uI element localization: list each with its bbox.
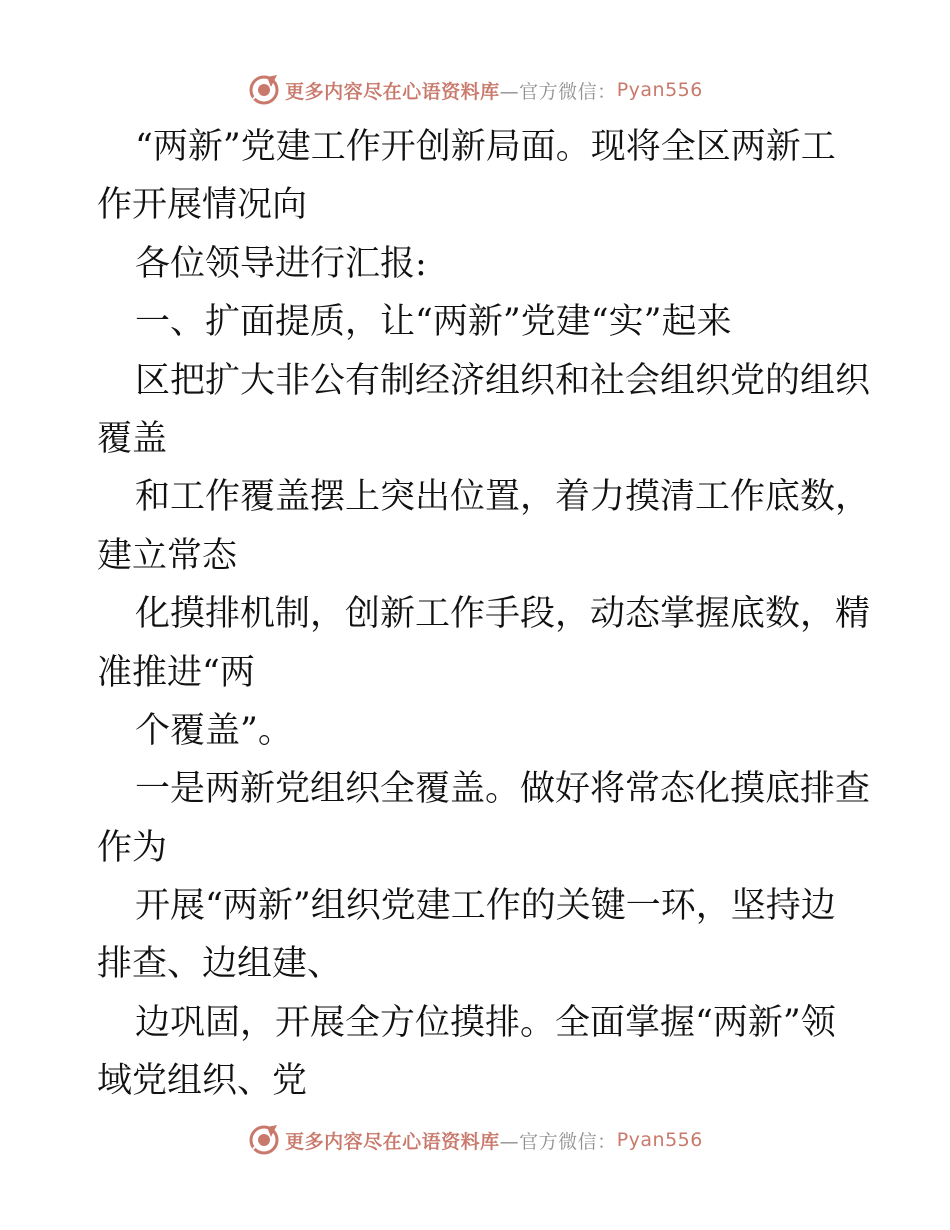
- text-line: 覆盖: [97, 418, 168, 459]
- text-line: 建立常态: [97, 535, 238, 576]
- watermark-main-text: 更多内容尽在心语资料库: [285, 1130, 500, 1153]
- text-line: 区把扩大非公有制经济组织和社会组织党的组织: [135, 360, 871, 401]
- text-line: 一是两新党组织全覆盖。做好将常态化摸底排查: [135, 769, 871, 810]
- text-line: 准推进“两: [97, 652, 255, 693]
- text-line: 作开展情况向: [97, 185, 308, 226]
- header-watermark: [0, 70, 950, 110]
- text-line: 个覆盖”。: [135, 710, 293, 751]
- watermark-separator-text: —官方微信：: [499, 1130, 617, 1153]
- section-heading: 一、扩面提质，让“两新”党建“实”起来: [135, 302, 732, 343]
- watermark-separator-text: —官方微信：: [499, 80, 617, 103]
- text-line: 边巩固，开展全方位摸排。全面掌握“两新”领: [135, 1002, 836, 1043]
- text-line: 域党组织、党: [97, 1061, 308, 1102]
- watermark-handle-text: Pyan556: [616, 79, 703, 101]
- text-line: 和工作覆盖摆上突出位置，着力摸清工作底数，: [135, 477, 871, 518]
- text-line: “两新”党建工作开创新局面。现将全区两新工: [135, 127, 836, 167]
- text-line: 排查、边组建、: [97, 944, 343, 985]
- text-line: 化摸排机制，创新工作手段，动态掌握底数，精: [135, 594, 871, 635]
- text-line: 各位领导进行汇报:: [135, 243, 427, 284]
- text-line: 开展“两新”组织党建工作的关键一环，坚持边: [135, 886, 836, 927]
- document-body: [97, 118, 871, 1111]
- watermark-handle-text: Pyan556: [616, 1129, 703, 1151]
- pen-logo-icon: [247, 73, 281, 107]
- text-line: 作为: [97, 827, 168, 868]
- watermark-main-text: 更多内容尽在心语资料库: [285, 80, 500, 103]
- footer-watermark: [0, 1120, 950, 1160]
- pen-logo-icon: [247, 1123, 281, 1157]
